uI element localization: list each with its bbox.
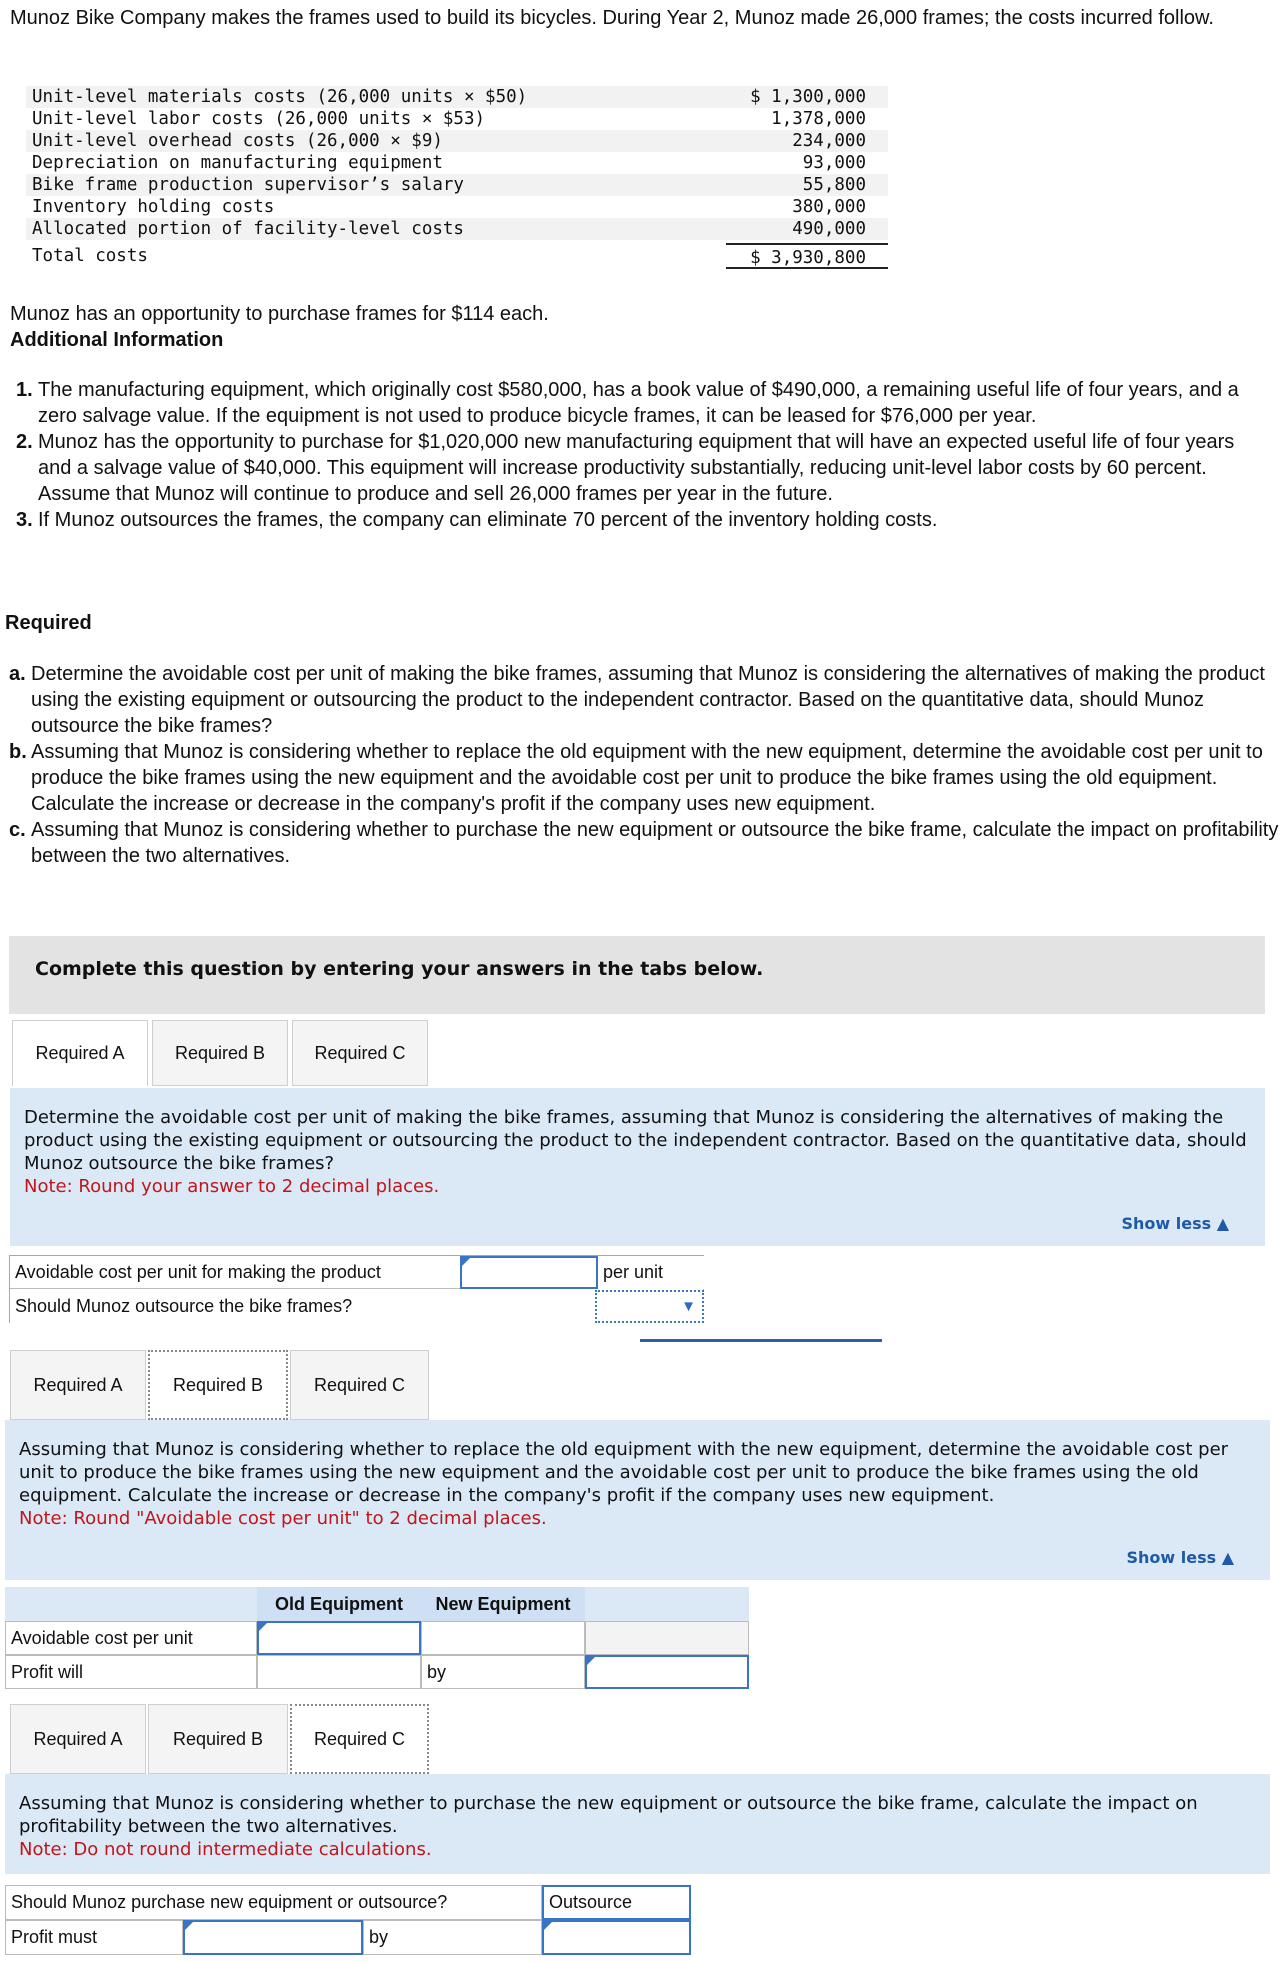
cost-amount: 55,800 — [802, 175, 866, 195]
section-b-instructions: Assuming that Munoz is considering whether to replace the old equipment with the new equipment, determine the avoidable cost per unit to produce the bike frames using the new equipment and the avoidable cost per unit to produce the bike frames using the old equipment. Calculate the increase or decrease in the company's profit if the company uses new equipment. — [19, 1439, 1229, 1506]
cost-row — [26, 218, 888, 240]
purchase-or-outsource-select[interactable]: Outsource — [542, 1885, 691, 1920]
required-item — [5, 661, 1279, 739]
show-less-label: Show less — [1126, 1548, 1217, 1567]
item-letter: a. — [9, 663, 26, 685]
additional-info-heading: Additional Information — [10, 329, 224, 351]
section-c-instructions: Assuming that Munoz is considering whether to purchase the new equipment or outsource the bike frame, calculate the impact on profitability between the two alternatives. — [19, 1793, 1198, 1837]
tab-required-b[interactable]: Required B — [148, 1704, 288, 1774]
old-equipment-cost-input[interactable] — [257, 1621, 421, 1655]
cost-label: Inventory holding costs — [32, 197, 275, 217]
section-b-panel — [5, 1420, 1270, 1580]
dropdown-arrow-icon: ▼ — [681, 1298, 696, 1315]
item-number: 3. — [16, 509, 33, 531]
tab-required-c[interactable]: Required C — [292, 1020, 428, 1086]
total-row — [26, 242, 888, 270]
cost-row — [26, 152, 888, 174]
avoidable-cost-label: Avoidable cost per unit for making the product — [10, 1256, 460, 1289]
section-a-note: Note: Round your answer to 2 decimal places. — [24, 1176, 440, 1197]
section-c-note: Note: Do not round intermediate calculations. — [19, 1839, 432, 1860]
col-new-equipment: New Equipment — [421, 1587, 585, 1621]
tab-required-c[interactable]: Required C — [290, 1350, 429, 1420]
per-unit-label: per unit — [598, 1256, 704, 1289]
intro-text: Munoz Bike Company makes the frames used to build its bicycles. During Year 2, Munoz made 26,000 frames; the costs incurred follow. — [10, 7, 1214, 29]
cost-label: Allocated portion of facility-level costs — [32, 219, 464, 239]
cost-row — [26, 86, 888, 108]
profit-must-label: Profit must — [5, 1920, 183, 1955]
additional-info-item — [12, 507, 1267, 533]
tab-required-b[interactable]: Required B — [148, 1350, 288, 1420]
cost-label: Unit-level labor costs (26,000 units × $53) — [32, 109, 486, 129]
item-text: Assuming that Munoz is considering whether to purchase the new equipment or outsource the bike frame, calculate the impact on profitability between the two alternatives. — [31, 819, 1279, 867]
tab-required-b[interactable]: Required B — [152, 1020, 288, 1086]
cost-amount: 1,378,000 — [771, 109, 866, 129]
cost-amount: 490,000 — [792, 219, 866, 239]
section-c-answer-grid — [5, 1885, 691, 1955]
avoidable-cost-input[interactable] — [460, 1256, 598, 1289]
new-equipment-cost-input[interactable] — [421, 1621, 585, 1655]
cost-label: Depreciation on manufacturing equipment — [32, 153, 443, 173]
tab-required-c[interactable]: Required C — [290, 1704, 429, 1774]
item-text: If Munoz outsources the frames, the company can eliminate 70 percent of the inventory holding costs. — [38, 509, 938, 531]
item-letter: c. — [9, 819, 26, 841]
blank-cell — [585, 1621, 749, 1655]
cost-row — [26, 196, 888, 218]
total-label: Total costs — [32, 246, 148, 266]
instructions-banner — [9, 936, 1265, 1014]
section-a-instructions: Determine the avoidable cost per unit of making the bike frames, assuming that Munoz is considering the alternatives of making the product using the existing equipment or outsourcing the product to the independent contractor. Based on the quantitative data, should Munoz outsource the bike frames? — [24, 1107, 1247, 1174]
section-a-answer-grid — [9, 1255, 704, 1323]
cost-amount: 234,000 — [792, 131, 866, 151]
section-a-panel — [10, 1088, 1265, 1246]
required-list — [5, 661, 1279, 869]
item-text: The manufacturing equipment, which originally cost $580,000, has a book value of $490,000, a remaining useful life of four years, and a zero salvage value. If the equipment is not used to produce bicycle frames, it can be leased for $76,000 per year. — [38, 379, 1239, 427]
total-amount: $ 3,930,800 — [726, 243, 888, 269]
section-b-note: Note: Round "Avoidable cost per unit" to 2 decimal places. — [19, 1508, 547, 1529]
impact-amount-input[interactable] — [542, 1920, 691, 1955]
by-label: by — [421, 1655, 585, 1689]
section-b-answer-grid — [5, 1587, 749, 1689]
tab-required-a[interactable]: Required A — [10, 1704, 146, 1774]
avoidable-cost-per-unit-label: Avoidable cost per unit — [5, 1621, 257, 1655]
item-text: Munoz has the opportunity to purchase for $1,020,000 new manufacturing equipment that will have an expected useful life of four years and a salvage value of $40,000. This equipment will increase productivity substantially, reducing unit-level labor costs by 60 percent. Assume that Munoz will continue to produce and sell 26,000 frames per year in the future. — [38, 431, 1235, 505]
show-less-link[interactable] — [1126, 1546, 1234, 1569]
outsource-select[interactable] — [595, 1290, 704, 1323]
cost-row — [26, 174, 888, 196]
cost-row — [26, 108, 888, 130]
show-less-label: Show less — [1121, 1214, 1212, 1233]
item-number: 1. — [16, 379, 33, 401]
profit-amount-input[interactable] — [585, 1655, 749, 1689]
outsource-question-label: Should Munoz outsource the bike frames? — [10, 1290, 595, 1323]
cost-label: Unit-level materials costs (26,000 units × $50) — [32, 87, 528, 107]
required-item — [5, 817, 1279, 869]
additional-info-list — [12, 377, 1267, 533]
cost-label: Bike frame production supervisor’s salary — [32, 175, 464, 195]
grid-header-blank-right — [585, 1587, 749, 1621]
cost-label: Unit-level overhead costs (26,000 × $9) — [32, 131, 443, 151]
tab-required-a[interactable]: Required A — [12, 1020, 148, 1086]
cost-amount: 380,000 — [792, 197, 866, 217]
item-letter: b. — [9, 741, 27, 763]
opportunity-text: Munoz has an opportunity to purchase frames for $114 each. — [10, 303, 549, 325]
cost-table — [26, 86, 888, 270]
show-less-link[interactable] — [1121, 1212, 1229, 1235]
item-text: Determine the avoidable cost per unit of making the bike frames, assuming that Munoz is considering the alternatives of making the product using the existing equipment or outsourcing the product to the independent contractor. Based on the quantitative data, should Munoz outsource the bike frames? — [31, 663, 1265, 737]
cost-amount: $ 1,300,000 — [750, 87, 866, 107]
by-label: by — [363, 1920, 542, 1955]
instructions-text: Complete this question by entering your answers in the tabs below. — [35, 958, 764, 980]
item-text: Assuming that Munoz is considering whether to replace the old equipment with the new equipment, determine the avoidable cost per unit to produce the bike frames using the new equipment and the avoidable cost per unit to produce the bike frames using the old equipment. Calculate the increase or decrease in the company's profit if the company uses new equipment. — [31, 741, 1263, 815]
item-number: 2. — [16, 431, 33, 453]
cost-row — [26, 130, 888, 152]
profit-direction-select[interactable] — [183, 1920, 363, 1955]
purchase-or-outsource-label: Should Munoz purchase new equipment or outsource? — [5, 1885, 542, 1920]
additional-info-item — [12, 429, 1267, 507]
col-old-equipment: Old Equipment — [257, 1587, 421, 1621]
triangle-up-icon: ▲ — [1221, 1548, 1234, 1567]
section-c-panel — [5, 1774, 1270, 1874]
additional-info-item — [12, 377, 1267, 429]
profit-will-label: Profit will — [5, 1655, 257, 1689]
required-item — [5, 739, 1279, 817]
grid-header-blank — [5, 1587, 257, 1621]
cost-amount: 93,000 — [802, 153, 866, 173]
underline-decoration — [640, 1339, 882, 1342]
profit-direction-select[interactable] — [257, 1655, 421, 1689]
required-heading: Required — [5, 612, 92, 634]
triangle-up-icon: ▲ — [1216, 1214, 1229, 1233]
tab-required-a[interactable]: Required A — [10, 1350, 146, 1420]
